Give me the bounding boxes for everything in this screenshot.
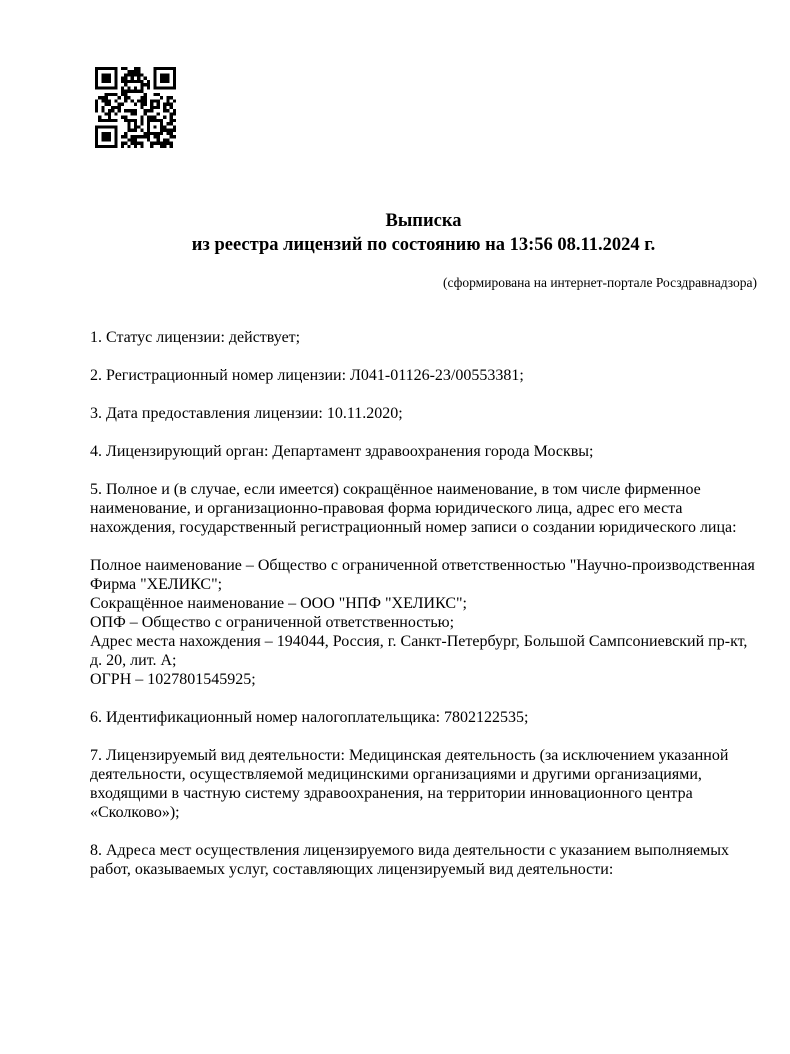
text-line: 6. Идентификационный номер налогоплательщика: 7802122535; bbox=[90, 709, 529, 726]
paragraph-organization-details bbox=[90, 556, 757, 689]
text-line: Полное наименование – Общество с ограниченной ответственностью "Научно-производственная Фирма "ХЕЛИКС"; bbox=[90, 557, 755, 593]
document-title bbox=[90, 209, 757, 257]
text-line: 3. Дата предоставления лицензии: 10.11.2020; bbox=[90, 405, 403, 422]
document-subtitle: (сформирована на интернет-портале Росздравнадзора) bbox=[442, 275, 757, 290]
paragraph-item5-intro bbox=[90, 480, 757, 537]
paragraph-licensing-authority bbox=[90, 442, 757, 461]
text-line: 7. Лицензируемый вид деятельности: Медицинская деятельность (за исключением указанной деятельности, осуществляемой медицинскими организациями и другими организациями, входящими в частную систему здравоохранения, на территории инновационного центра «Сколково»); bbox=[90, 747, 729, 821]
paragraph-taxpayer-number bbox=[90, 708, 757, 727]
paragraph-grant-date bbox=[90, 404, 757, 423]
paragraph-licensed-activity bbox=[90, 746, 757, 822]
document-title-line1: Выписка bbox=[385, 211, 462, 231]
text-line: 2. Регистрационный номер лицензии: Л041-01126-23/00553381; bbox=[90, 367, 524, 384]
document-body bbox=[90, 328, 757, 879]
text-line: Сокращённое наименование – ООО "НПФ "ХЕЛИКС"; bbox=[90, 595, 467, 612]
text-line: ОПФ – Общество с ограниченной ответственностью; bbox=[90, 614, 455, 631]
text-line: 4. Лицензирующий орган: Департамент здравоохранения города Москвы; bbox=[90, 443, 594, 460]
paragraph-license-status bbox=[90, 328, 757, 347]
text-line: 1. Статус лицензии: действует; bbox=[90, 329, 301, 346]
document-title-line2: из реестра лицензий по состоянию на 13:56 08.11.2024 г. bbox=[191, 235, 656, 255]
text-line: 8. Адреса мест осуществления лицензируемого вида деятельности с указанием выполняемых работ, оказываемых услуг, составляющих лицензируемый вид деятельности: bbox=[90, 842, 730, 878]
document-content bbox=[90, 0, 757, 898]
paragraph-registration-number bbox=[90, 366, 757, 385]
text-line: 5. Полное и (в случае, если имеется) сокращённое наименование, в том числе фирменное наименование, и организационно-правовая форма юридического лица, адрес его места нахождения, государственный регистрационный номер записи о создании юридического лица: bbox=[90, 481, 737, 536]
text-line: ОГРН – 1027801545925; bbox=[90, 671, 256, 688]
paragraph-activity-addresses bbox=[90, 841, 757, 879]
text-line: Адрес места нахождения – 194044, Россия, г. Санкт-Петербург, Большой Сампсониевский пр-кт, д. 20, лит. А; bbox=[90, 633, 748, 669]
